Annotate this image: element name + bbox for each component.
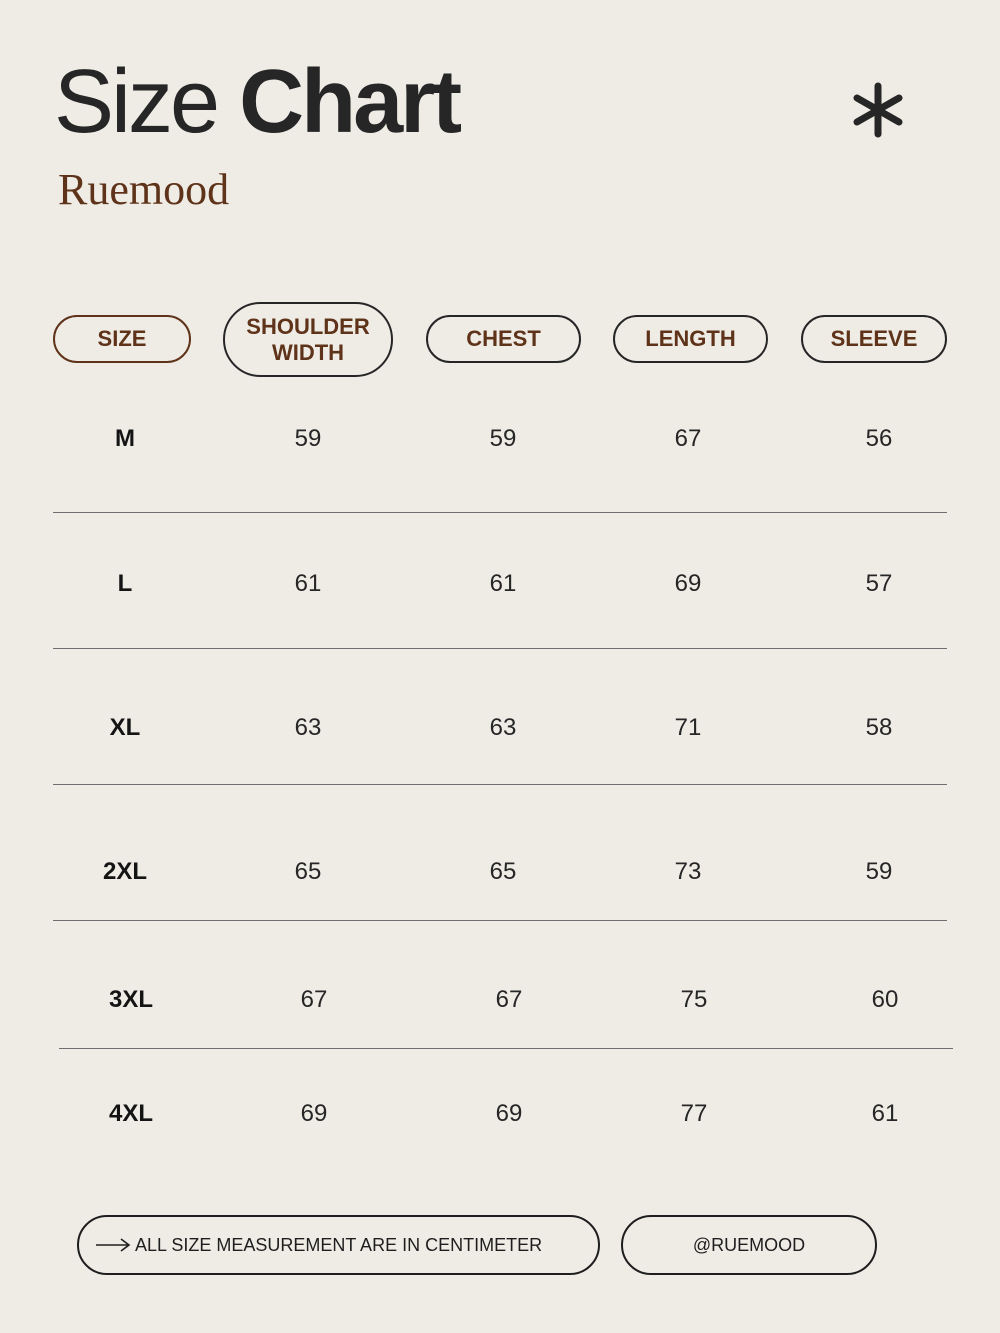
shoulder-cell: 61 — [294, 570, 322, 597]
chest-cell: 65 — [489, 858, 517, 885]
size-cell: 2XL — [102, 858, 147, 885]
title-bold: Chart — [239, 52, 460, 152]
length-cell: 75 — [680, 986, 708, 1013]
row-divider — [53, 784, 947, 785]
header-chest: CHEST — [426, 315, 581, 363]
shoulder-cell: 63 — [294, 714, 322, 741]
social-handle: @RUEMOOD — [621, 1215, 877, 1275]
length-cell: 69 — [674, 570, 702, 597]
brand-name: Ruemood — [58, 165, 230, 214]
page-title — [54, 52, 459, 152]
length-cell: 67 — [674, 425, 702, 452]
size-cell: L — [117, 570, 133, 597]
header-sleeve: SLEEVE — [801, 315, 947, 363]
size-cell: 4XL — [108, 1100, 153, 1127]
header-shoulder-width: SHOULDER WIDTH — [223, 302, 393, 377]
shoulder-cell: 69 — [300, 1100, 328, 1127]
shoulder-cell: 59 — [294, 425, 322, 452]
length-cell: 71 — [674, 714, 702, 741]
sleeve-cell: 58 — [865, 714, 893, 741]
chest-cell: 61 — [489, 570, 517, 597]
size-cell: XL — [109, 714, 141, 741]
measurement-note-text: ALL SIZE MEASUREMENT ARE IN CENTIMETER — [135, 1234, 543, 1255]
arrow-right-icon — [95, 1238, 131, 1252]
sleeve-cell: 60 — [871, 986, 899, 1013]
chest-cell: 59 — [489, 425, 517, 452]
shoulder-cell: 65 — [294, 858, 322, 885]
shoulder-cell: 67 — [300, 986, 328, 1013]
header-length: LENGTH — [613, 315, 768, 363]
measurement-note — [77, 1215, 600, 1275]
chest-cell: 69 — [495, 1100, 523, 1127]
length-cell: 73 — [674, 858, 702, 885]
size-cell: 3XL — [108, 986, 153, 1013]
row-divider — [53, 920, 947, 921]
row-divider — [53, 512, 947, 513]
length-cell: 77 — [680, 1100, 708, 1127]
chest-cell: 67 — [495, 986, 523, 1013]
chest-cell: 63 — [489, 714, 517, 741]
row-divider — [53, 648, 947, 649]
sleeve-cell: 57 — [865, 570, 893, 597]
asterisk-icon — [846, 78, 910, 142]
size-cell: M — [115, 425, 135, 452]
sleeve-cell: 61 — [871, 1100, 899, 1127]
header-size: SIZE — [53, 315, 191, 363]
sleeve-cell: 59 — [865, 858, 893, 885]
row-divider — [59, 1048, 953, 1049]
sleeve-cell: 56 — [865, 425, 893, 452]
title-light: Size — [54, 52, 218, 152]
